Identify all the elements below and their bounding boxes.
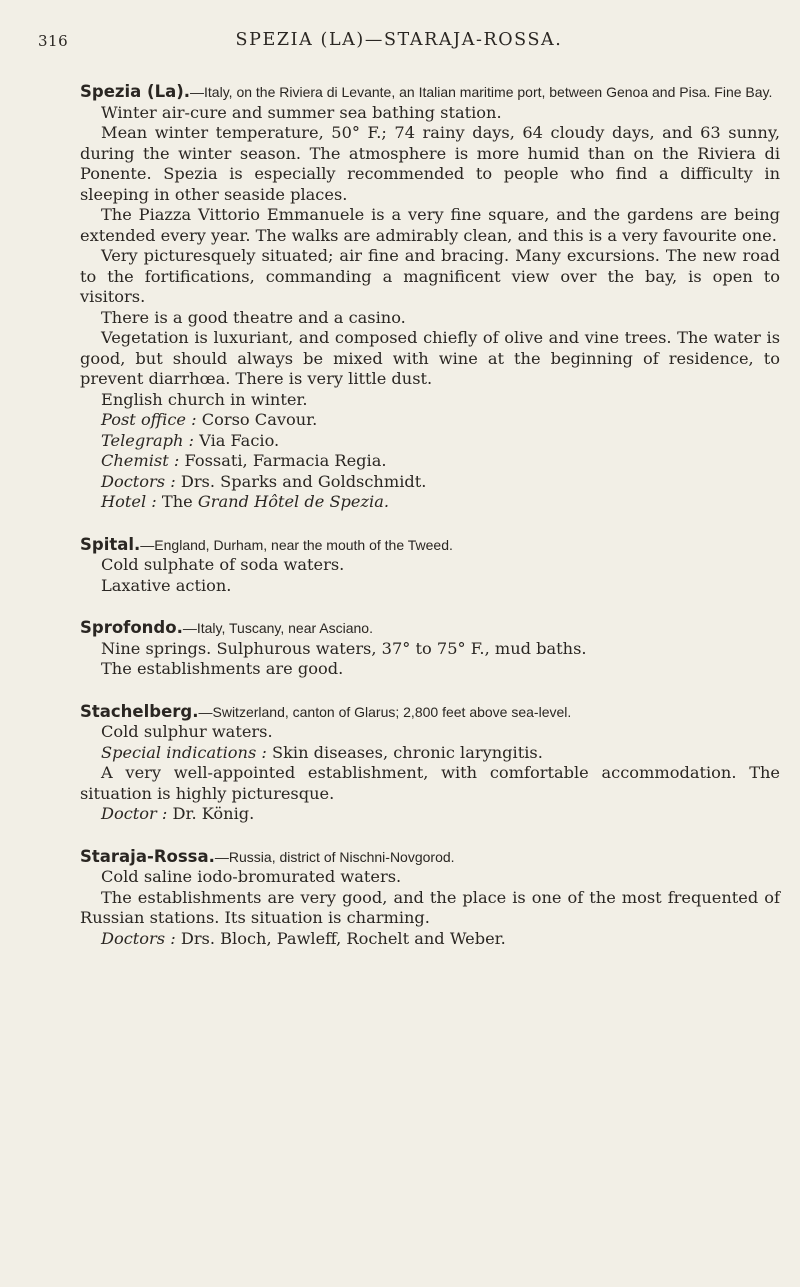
entry-spezia [80, 82, 780, 513]
detail-telegraph [80, 431, 780, 452]
entry-spital [80, 535, 780, 597]
detail-value: Drs. Sparks and Goldschmidt. [180, 471, 427, 491]
entry-location: —Switzerland, canton of Glarus; 2,800 feet above sea-level. [198, 703, 572, 720]
entry-paragraph: The establishments are very good, and the place is one of the most frequented of Russian stations. Its situation is charming. [80, 887, 780, 927]
entry-name: Spezia (La). [80, 82, 191, 101]
entry-paragraph: Winter air-cure and summer sea bathing station. [101, 102, 502, 122]
entry-location: —Italy, on the Riviera di Levante, an Italian maritime port, between Genoa and Pisa. Fine Bay. [190, 84, 773, 100]
entry-paragraph: English church in winter. [101, 389, 308, 409]
detail-special-indications [80, 743, 780, 764]
entry-paragraph: The establishments are good. [101, 659, 344, 678]
detail-doctor [80, 804, 780, 825]
detail-value: Dr. König. [172, 804, 255, 823]
detail-label: Doctors : [101, 471, 176, 491]
entry-paragraph: Cold saline iodo-bromurated waters. [101, 867, 402, 886]
entry-name: Sprofondo. [80, 618, 183, 637]
detail-value-italic: Grand Hôtel de Spezia. [197, 492, 390, 511]
detail-label: Chemist : [101, 451, 180, 470]
running-head [38, 30, 760, 60]
detail-label: Post office : [101, 410, 197, 429]
page-number: 316 [38, 32, 69, 50]
entry-heading [80, 847, 780, 868]
entry-paragraph: Very picturesquely situated; air fine and bracing. Many excursions. The new road to the fortifications, commanding a magnificent view over the bay, is open to visitors. [80, 246, 780, 306]
entry-location: —England, Durham, near the mouth of the Tweed. [140, 536, 453, 553]
entry-paragraph: A very well-appointed establishment, with comfortable accommodation. The situation is highly picturesque. [80, 763, 780, 803]
entry-paragraph: There is a good theatre and a casino. [101, 307, 406, 327]
detail-post-office [80, 410, 780, 431]
entry-location: —Italy, Tuscany, near Asciano. [182, 620, 373, 636]
entry-staraja-rossa [80, 847, 780, 950]
entry-sprofondo [80, 618, 780, 680]
entry-paragraph: Cold sulphate of soda waters. [101, 555, 345, 574]
detail-label: Hotel : [101, 492, 157, 511]
entry-name: Stachelberg. [80, 701, 199, 721]
detail-value: The [161, 492, 193, 511]
entry-heading [80, 82, 780, 103]
detail-label: Telegraph : [101, 430, 195, 450]
detail-value: Drs. Bloch, Pawleff, Rochelt and Weber. [180, 928, 506, 948]
detail-value: Fossati, Farmacia Regia. [184, 451, 387, 470]
entry-stachelberg [80, 702, 780, 825]
detail-doctors [80, 472, 780, 493]
detail-doctors [80, 929, 780, 950]
detail-label: Doctors : [101, 928, 176, 948]
entry-name: Staraja-Rossa. [80, 846, 215, 866]
page-title: SPEZIA (LA)—STARAJA-ROSSA. [235, 30, 563, 50]
detail-value: Via Facio. [199, 430, 280, 450]
detail-value: Corso Cavour. [201, 410, 318, 429]
entry-paragraph: The Piazza Vittorio Emmanuele is a very fine square, and the gardens are being extended every year. The walks are admirably clean, and this is a very favourite one. [80, 205, 780, 245]
entry-paragraph: Vegetation is luxuriant, and composed chiefly of olive and vine trees. The water is good, but should always be mixed with wine at the beginning of residence, to prevent diarrhœa. There is very little dust. [80, 328, 780, 388]
entry-name: Spital. [80, 534, 141, 554]
detail-hotel [80, 492, 780, 513]
page-body [80, 82, 780, 971]
detail-chemist [80, 451, 780, 472]
detail-label: Doctor : [101, 804, 168, 823]
entry-heading [80, 535, 780, 556]
entry-paragraph: Cold sulphur waters. [101, 722, 273, 741]
entry-paragraph: Mean winter temperature, 50° F.; 74 rainy days, 64 cloudy days, and 63 sunny, during the winter season. The atmosphere is more humid than on the Riviera di Ponente. Spezia is especially recommended to people who find a difficulty in sleeping in other seaside places. [80, 123, 780, 204]
detail-label: Special indications : [101, 742, 267, 762]
entry-heading [80, 702, 780, 723]
entry-location: —Russia, district of Nischni-Novgorod. [214, 848, 455, 865]
entry-paragraph: Laxative action. [101, 575, 232, 595]
entry-heading [80, 618, 780, 639]
entry-paragraph: Nine springs. Sulphurous waters, 37° to 75° F., mud baths. [101, 638, 587, 658]
detail-value: Skin diseases, chronic laryngitis. [272, 742, 543, 762]
